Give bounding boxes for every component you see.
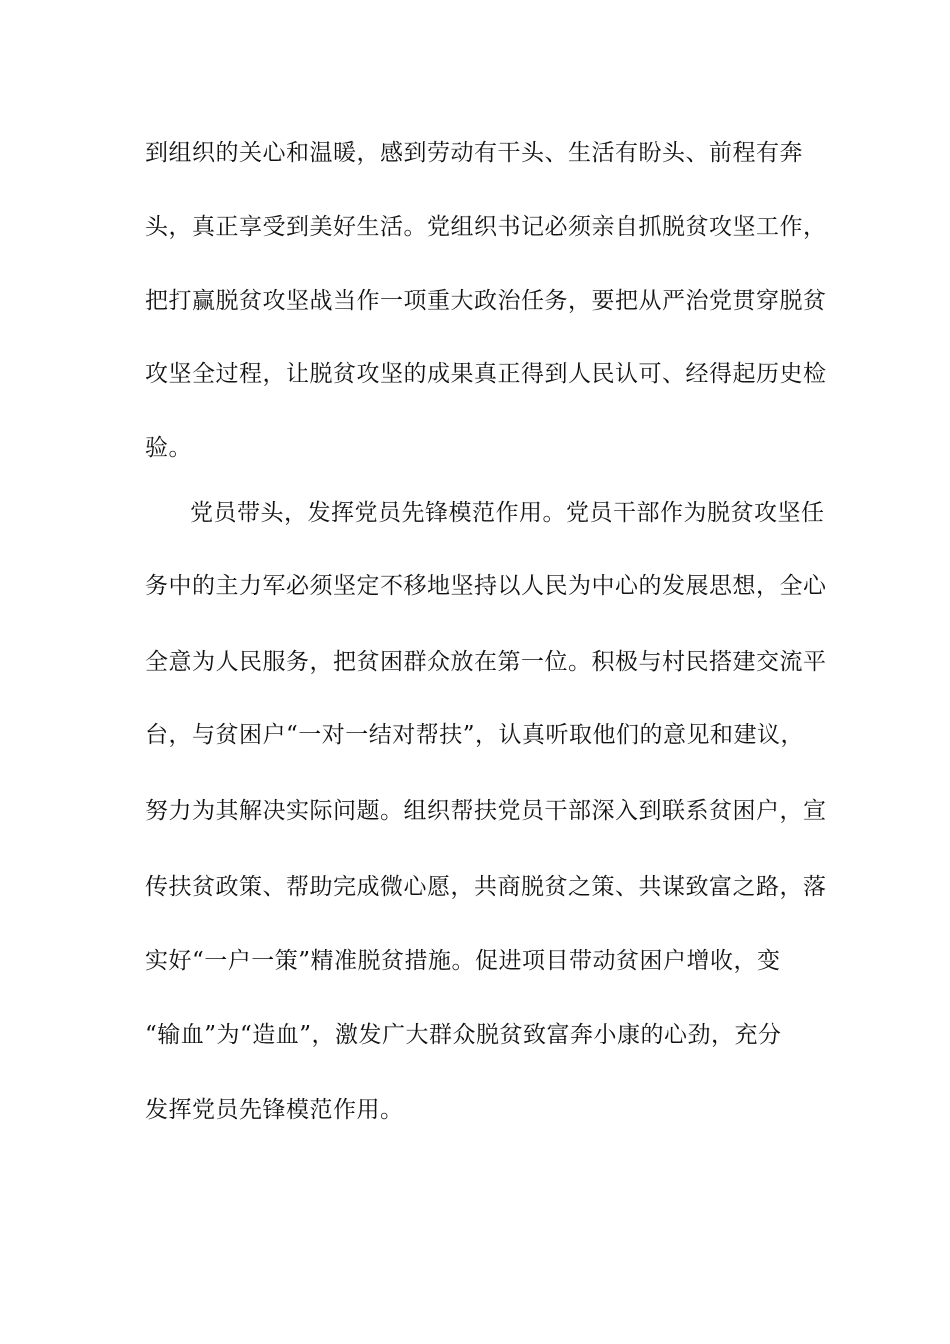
text-line: 到组织的关心和温暖，感到劳动有干头、生活有盼头、前程有奔 bbox=[145, 140, 803, 166]
text-line: 务中的主力军必须坚定不移地坚持以人民为中心的发展思想，全心 bbox=[145, 573, 827, 599]
text-line: 验。 bbox=[145, 435, 192, 461]
text-line: 台，与贫困户“一对一结对帮扶”，认真听取他们的意见和建议， bbox=[145, 722, 805, 748]
text-line: 党员带头，发挥党员先锋模范作用。党员干部作为脱贫攻坚任 bbox=[190, 500, 825, 526]
text-line: 把打赢脱贫攻坚战当作一项重大政治任务，要把从严治党贯穿脱贫 bbox=[145, 288, 827, 314]
text-line: 全意为人民服务，把贫困群众放在第一位。积极与村民搭建交流平 bbox=[145, 649, 827, 675]
text-line: 传扶贫政策、帮助完成微心愿，共商脱贫之策、共谋致富之路，落 bbox=[145, 874, 827, 900]
text-line: 实好“一户一策”精准脱贫措施。促进项目带动贫困户增收，变 bbox=[145, 948, 781, 974]
text-line: 头，真正享受到美好生活。党组织书记必须亲自抓脱贫攻坚工作， bbox=[145, 214, 827, 240]
text-line: 攻坚全过程，让脱贫攻坚的成果真正得到人民认可、经得起历史检 bbox=[145, 361, 827, 387]
text-line: “输血”为“造血”，激发广大群众脱贫致富奔小康的心劲，充分 bbox=[145, 1022, 782, 1048]
text-line: 发挥党员先锋模范作用。 bbox=[145, 1097, 404, 1123]
text-line: 努力为其解决实际问题。组织帮扶党员干部深入到联系贫困户，宣 bbox=[145, 798, 827, 824]
